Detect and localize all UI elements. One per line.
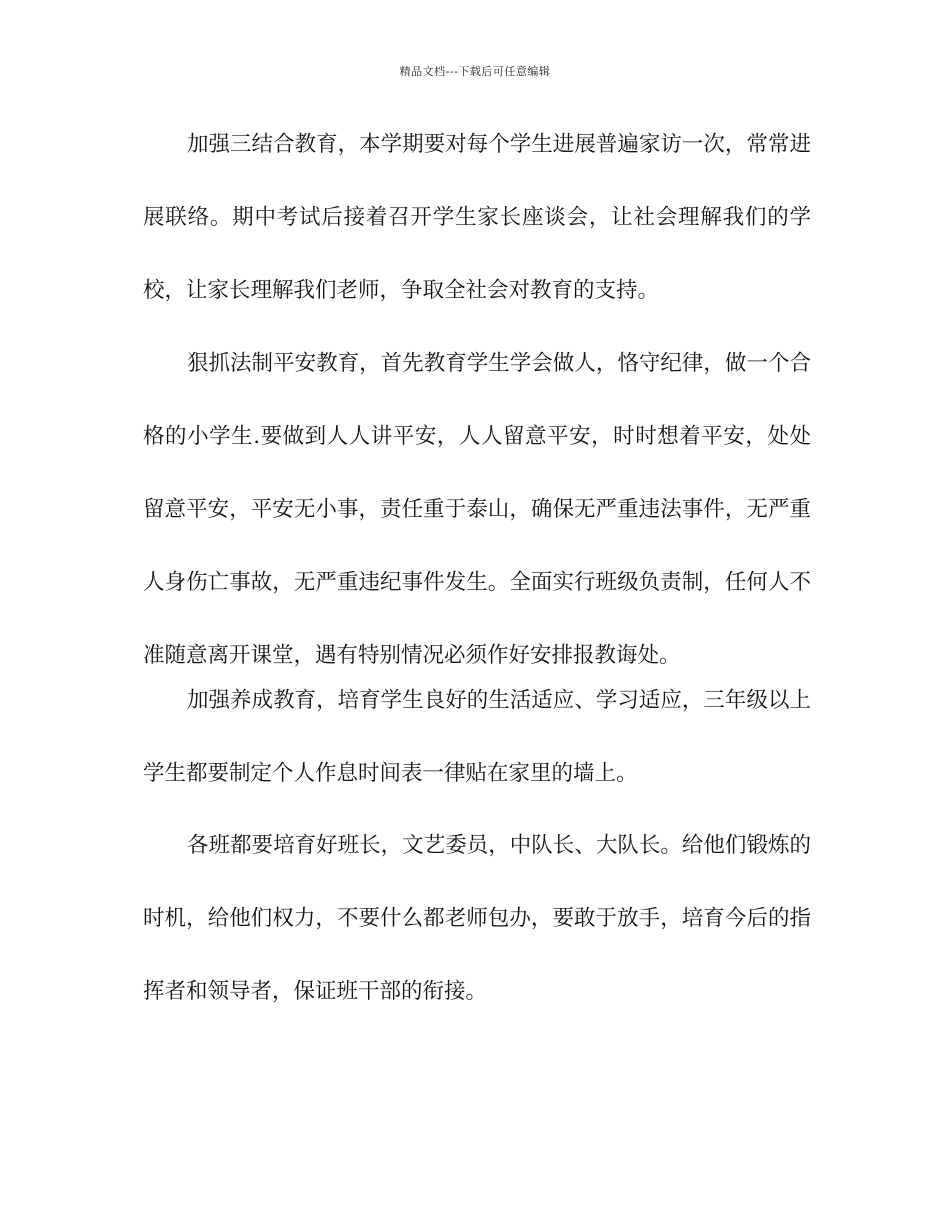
paragraph-class-cadre-training: 各班都要培育好班长，文艺委员，中队长、大队长。给他们锻炼的时机，给他们权力，不要什么都老师包办，要敢于放手，培育今后的指挥者和领导者，保证班干部的衔接。 [143, 833, 811, 1004]
paragraph-habit-education: 加强养成教育，培育学生良好的生活适应、学习适应，三年级以上学生都要制定个人作息时间表一律贴在家里的墙上。 [143, 688, 811, 786]
page-header: 精品文档---下载后可任意编辑 [399, 65, 551, 78]
paragraph-home-school-education: 加强三结合教育，本学期要对每个学生进展普遍家访一次，常常进展联络。期中考试后接着召开学生家长座谈会，让社会理解我们的学校，让家长理解我们老师，争取全社会对教育的支持。 [143, 132, 811, 303]
paragraph-safety-education: 狠抓法制平安教育，首先教育学生学会做人，恪守纪律，做一个合格的小学生.要做到人人讲平安，人人留意平安，时时想着平安，处处留意平安，平安无小事，责任重于泰山，确保无严重违法事件，无严重人身伤亡事故，无严重违纪事件发生。全面实行班级负责制，任何人不准随意离开课堂，遇有特别情况必须作好安排报教诲处。 [143, 351, 811, 668]
